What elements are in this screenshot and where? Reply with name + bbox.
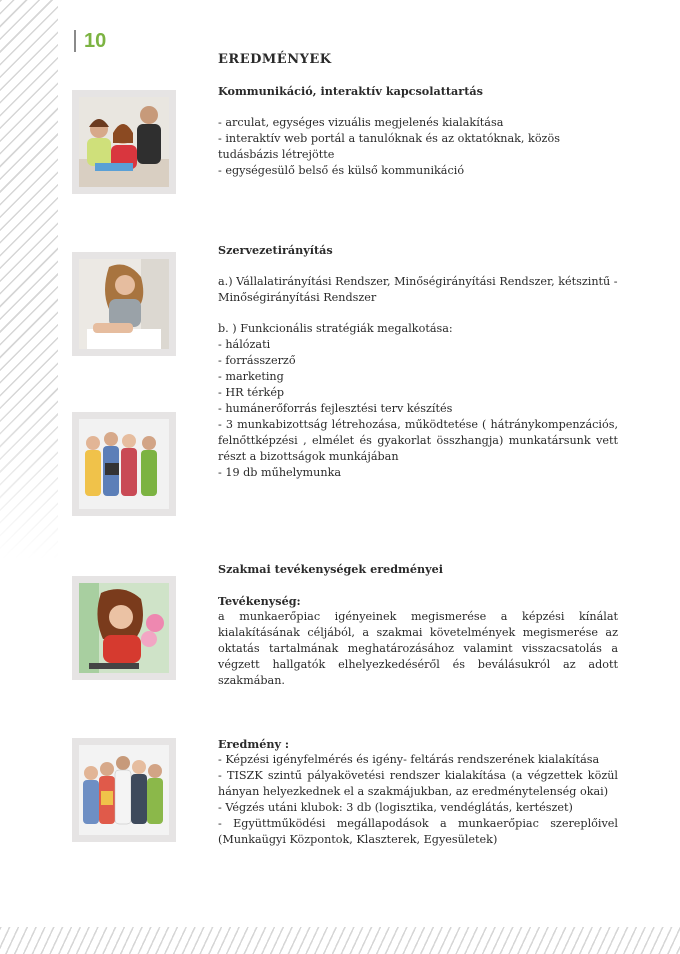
list-item: - Végzés utáni klubok: 3 db (logisztika, vendéglátás, kertészet) xyxy=(218,801,573,814)
section-heading-management: Szervezetirányítás xyxy=(218,243,333,257)
list-item: - TISZK szintű pályakövetési rendszer kialakítása (a végzettek közül hányan helyezkednek el a szakmájukban, az eredménytelenség okai) xyxy=(218,769,618,798)
main-content xyxy=(218,52,618,848)
paragraph-b-intro: b. ) Funkcionális stratégiák megalkotása: xyxy=(218,322,453,335)
list-item-workshops: - 19 db műhelymunka xyxy=(218,466,342,479)
decorative-hatch-bottom xyxy=(0,927,680,954)
page-number: 10 xyxy=(74,30,106,52)
list-item: - humánerőforrás fejlesztési terv készítés xyxy=(218,402,453,415)
section-heading-communication: Kommunikáció, interaktív kapcsolattartás xyxy=(218,84,483,98)
list-item: - Együttműködési megállapodások a munkaerőpiac szereplőivel (Munkaügyi Központok, Klaszterek, Egyesületek) xyxy=(218,817,618,846)
list-item-committees: - 3 munkabizottság létrehozása, működtetése ( hátránykompenzációs, felnőttképzési , elmélet és gyakorlat összhangja) munkatársunk vett részt a bizottságok munkájában xyxy=(218,418,618,463)
photo-girl-with-flowers xyxy=(72,576,176,680)
page-title: EREDMÉNYEK xyxy=(218,52,332,67)
activity-text: a munkaerőpiac igényeinek megismerése a képzési kínálat kialakításának céljából, a szakmai követelmények megismerése az oktatás tartalmának meghatározásához valamint visszacsatolás a végzett hallgatók elhelyezkedéséről és beválásukról az adott szakmában. xyxy=(218,610,618,687)
list-item: - forrásszerző xyxy=(218,354,296,367)
decorative-hatch-left xyxy=(0,0,58,560)
list-item: - interaktív web portál a tanulóknak és az oktatóknak, közös tudásbázis létrejötte xyxy=(218,132,560,161)
results-heading: Eredmény : xyxy=(218,737,289,751)
list-item: - arculat, egységes vizuális megjelenés kialakítása xyxy=(218,116,504,129)
photo-students-group-folders xyxy=(72,738,176,842)
list-item: - Képzési igényfelmérés és igény- feltárás rendszerének kialakítása xyxy=(218,753,600,766)
list-item: - hálózati xyxy=(218,338,271,351)
photo-girl-writing xyxy=(72,252,176,356)
section-heading-professional: Szakmai tevékenységek eredményei xyxy=(218,562,443,576)
photo-students-with-books xyxy=(72,412,176,516)
paragraph-a: a.) Vállalatirányítási Rendszer, Minőségirányítási Rendszer, kétszintű - Minőségirányítási Rendszer xyxy=(218,275,618,304)
list-item: - HR térkép xyxy=(218,386,285,399)
photo-students-group-laptop xyxy=(72,90,176,194)
activity-label: Tevékenység: xyxy=(218,594,301,608)
list-item: - marketing xyxy=(218,370,284,383)
list-item: - egységesülő belső és külső kommunikáció xyxy=(218,164,465,177)
